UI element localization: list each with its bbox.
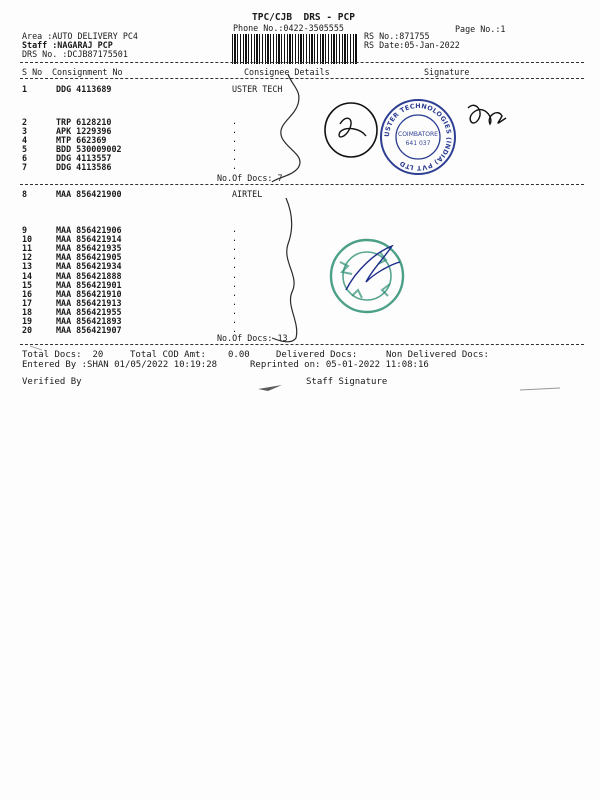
rs-date: RS Date:05-Jan-2022	[364, 40, 460, 50]
signature-circle	[325, 103, 377, 157]
group1-row-sno: 5	[22, 144, 28, 154]
document-title: TPC/CJB DRS - PCP	[252, 12, 355, 23]
total-docs: Total Docs: 20	[22, 350, 104, 360]
signature-dot: .	[232, 224, 238, 234]
delivered-docs: Delivered Docs:	[276, 350, 358, 360]
drs-number: DRS No. :DCJB87175501	[22, 49, 128, 59]
green-stamp-texture	[340, 252, 390, 298]
group2-row-sno: 13	[22, 261, 33, 272]
group2-row-consignment: MAA 856421901	[56, 279, 122, 290]
group1-row-sno: 3	[22, 126, 28, 136]
green-stamp-inner	[343, 252, 391, 300]
company-stamp-inner	[396, 115, 440, 159]
signature-dot: .	[232, 125, 238, 135]
group2-row-consignment: MAA 856421914	[56, 234, 122, 245]
group2-rule	[20, 344, 584, 345]
group2-consignee: AIRTEL	[232, 189, 263, 199]
green-stamp-outer	[331, 240, 403, 312]
signature-dot: .	[232, 152, 238, 162]
staff-label: Staff :NAGARAJ PCP	[22, 40, 113, 50]
group2-row-sno: 11	[22, 243, 33, 254]
group2-row-sno: 9	[22, 225, 28, 235]
signature-2	[468, 105, 506, 124]
group1-row-consignment: DDG 4113586	[56, 162, 112, 172]
group1-row-sno: 4	[22, 135, 28, 145]
group2-row-consignment: MAA 856421935	[56, 243, 122, 254]
group1-row-consignment: APK 1229396	[56, 126, 112, 136]
group2-row-consignment: MAA 856421907	[56, 325, 122, 336]
signature-1	[339, 118, 366, 137]
signature-dot: .	[232, 305, 238, 316]
group1-rule	[20, 184, 584, 185]
group1-row-consignment: TRP 6128210	[56, 117, 112, 127]
company-stamp-outer	[381, 100, 455, 174]
scan-mark-2	[520, 388, 560, 390]
signature-dot: .	[232, 278, 238, 289]
header-rule-top	[20, 62, 584, 63]
signature-dot: .	[232, 233, 238, 244]
group2-row-consignment: MAA 856421906	[56, 225, 122, 235]
group2-row-consignment: MAA 856421910	[56, 288, 122, 299]
group2-row-sno: 16	[22, 288, 33, 299]
group1-row-consignment: BDD 530009002	[56, 144, 122, 154]
signature-dot: .	[232, 269, 238, 280]
signature-3	[346, 246, 400, 290]
group1-head-consignment: DDG 4113689	[56, 84, 112, 94]
header-rule-bottom	[20, 78, 584, 79]
group2-row-consignment: MAA 856421934	[56, 261, 122, 272]
entered-by: Entered By :SHAN 01/05/2022 10:19:28	[22, 360, 218, 370]
group2-row-consignment: MAA 856421905	[56, 252, 122, 263]
total-cod-label: Total COD Amt:	[130, 350, 206, 360]
group1-consignee: USTER TECH	[232, 84, 283, 94]
group2-row-sno: 18	[22, 306, 33, 317]
signature-dot: .	[232, 296, 238, 307]
signature-dot: .	[232, 161, 238, 171]
column-consignment: Consignment No	[52, 67, 123, 77]
staff-signature: Staff Signature	[306, 377, 388, 387]
page-number: Page No.:1	[455, 24, 506, 34]
group1-row-sno: 7	[22, 162, 28, 172]
signature-dot: .	[232, 315, 238, 325]
group2-head-consignment: MAA 856421900	[56, 189, 122, 199]
signature-dot: .	[232, 287, 238, 298]
barcode-image	[232, 34, 358, 64]
signature-dot: .	[232, 324, 238, 335]
column-sno: S No	[22, 67, 43, 77]
group2-docs-count: No.Of Docs: 13	[217, 333, 288, 343]
column-signature: Signature	[424, 67, 470, 77]
group2-row-sno: 14	[22, 270, 33, 281]
group2-head-sno: 8	[22, 189, 28, 199]
stamp-pin: 641 037	[405, 140, 431, 147]
scan-mark-1	[258, 385, 282, 391]
signature-dot: .	[232, 260, 238, 271]
signature-dot: .	[232, 242, 238, 253]
reprinted-on: Reprinted on: 05-01-2022 11:08:16	[250, 360, 429, 370]
signature-dot: .	[232, 251, 238, 262]
bracket-stroke-2	[272, 198, 297, 342]
group2-row-sno: 12	[22, 252, 33, 263]
verified-by: Verified By	[22, 377, 82, 387]
group1-head-sno: 1	[22, 84, 28, 94]
group2-row-sno: 20	[22, 325, 33, 336]
group1-row-sno: 6	[22, 153, 28, 163]
group2-row-consignment: MAA 856421913	[56, 297, 122, 308]
total-cod-value: 0.00	[228, 350, 250, 360]
phone-number: Phone No.:0422-3505555	[233, 23, 344, 33]
stamp-ring-text: USTER TECHNOLOGIES (INDIA) PVT LTD	[382, 101, 454, 173]
group2-row-sno: 17	[22, 297, 33, 308]
area-label: Area :AUTO DELIVERY PC4	[22, 31, 138, 41]
non-delivered-docs: Non Delivered Docs:	[386, 350, 489, 360]
column-consignee: Consignee Details	[244, 67, 330, 77]
group1-row-sno: 2	[22, 117, 28, 127]
signature-dot: .	[232, 116, 238, 126]
signature-dot: .	[232, 143, 238, 153]
group1-row-consignment: MTP 662369	[56, 135, 107, 145]
group1-docs-count: No.Of Docs: 7	[217, 173, 283, 183]
stamp-city: COIMBATORE	[398, 131, 438, 138]
group1-row-consignment: DDG 4113557	[56, 153, 112, 163]
group2-row-sno: 15	[22, 279, 33, 290]
signature-dot: .	[232, 134, 238, 144]
group2-row-consignment: MAA 856421893	[56, 316, 122, 326]
group2-row-sno: 19	[22, 316, 33, 326]
group2-row-consignment: MAA 856421888	[56, 270, 122, 281]
group2-row-consignment: MAA 856421955	[56, 306, 122, 317]
group2-row-sno: 10	[22, 234, 33, 245]
rs-number: RS No.:871755	[364, 31, 430, 41]
